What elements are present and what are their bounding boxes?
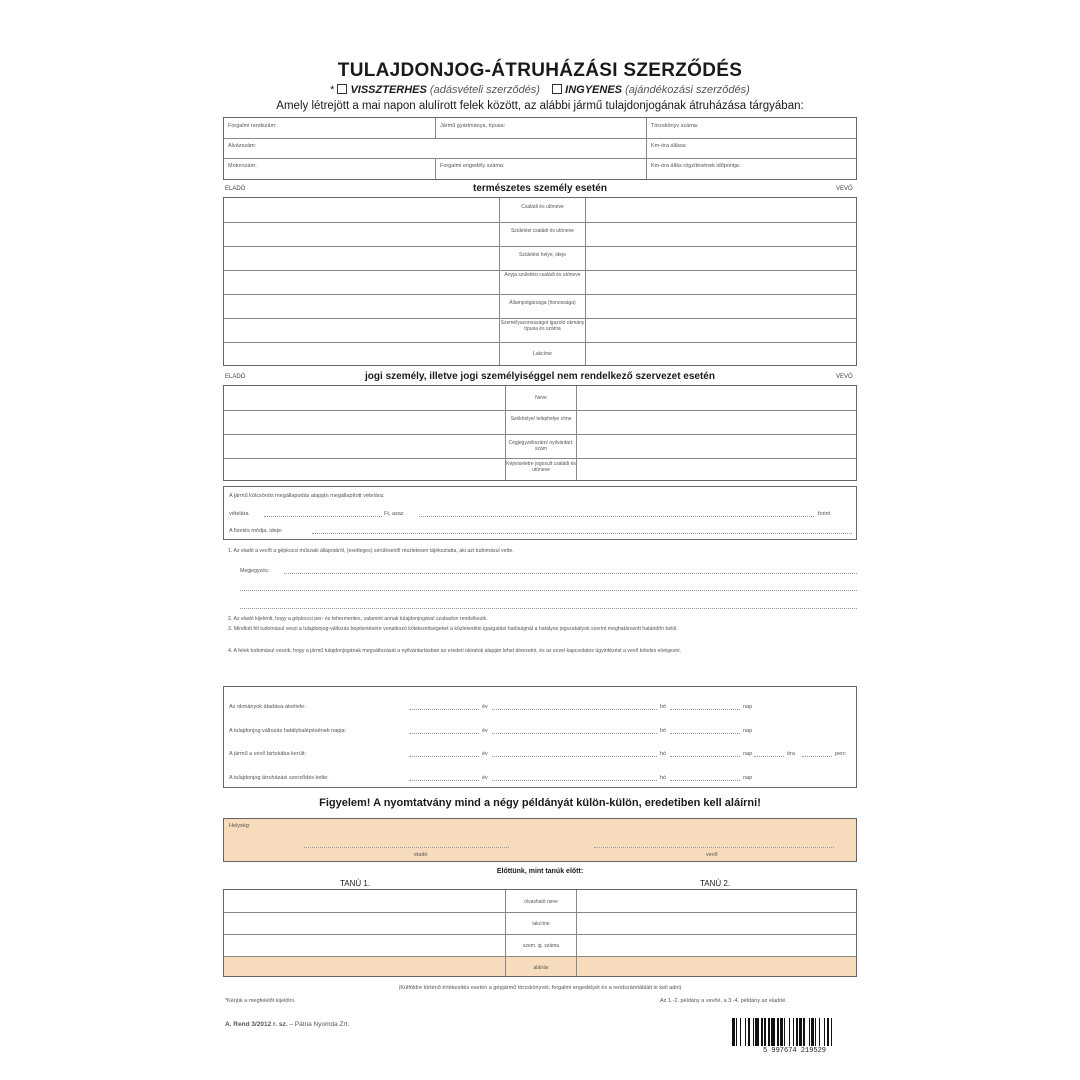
legal-seller-label: ELADÓ (225, 374, 246, 380)
date-row-label: A tulajdonjog átruházási szerződés kelte: (229, 775, 329, 781)
seller-signature-caption: eladó (414, 852, 428, 858)
price-line1: A jármű kölcsönös megállapodás alapján megállapított vételára: (229, 493, 385, 499)
vehicle-table (223, 117, 857, 180)
price-currency-label: Ft, azaz (384, 511, 404, 517)
witness-row-label: olvasható neve (524, 899, 558, 905)
field-kmora[interactable]: Km-óra állása: (651, 143, 687, 149)
clause-3: 3. Mindkét fél tudomásul veszi a tulajdonjog-változás bejelentésére vonatkozó kötelezettségeket a közlekedési igazgatási hatóságnál a hatályos jogszabályok szerint meghatározott határidőn belül. (228, 626, 678, 632)
month-label: hó (660, 751, 667, 757)
export-note: (Külföldre történő értékesítés esetén a gépjármű törzskönyvét, forgalmi engedélyét és a rendszámtábláit le kell adni) (398, 985, 682, 991)
date-month-field[interactable] (492, 756, 657, 757)
date-year-field[interactable] (409, 780, 479, 781)
natural-heading: természetes személy esetén (473, 183, 607, 194)
day-label: nap (743, 775, 753, 781)
field-gyartmany[interactable]: Jármű gyártmánya, típusa: (440, 123, 506, 129)
legal-person-table (223, 385, 857, 481)
clause-4: 4. A felek tudomásul veszik, hogy a jármű tulajdonjogának megváltozását a nyilvántartásban az eredeti okiratok alapján lehet átvezetni, és az ezzel kapcsolatos ügyintézést a vevő köteles elvégezni. (228, 648, 682, 654)
dates-box (223, 686, 857, 788)
witness-row-label: aláírás (533, 965, 549, 971)
month-label: hó (660, 704, 667, 710)
remarks-field-3[interactable] (240, 608, 857, 609)
month-label: hó (660, 775, 667, 781)
date-row-label: A tulajdonjog változás hatálybalépésének napja: (229, 728, 347, 734)
place-label: Helység: (229, 823, 251, 829)
date-month-field[interactable] (492, 780, 657, 781)
date-month-field[interactable] (492, 733, 657, 734)
date-day-field[interactable] (670, 756, 740, 757)
copies-note: Az 1.-2. példány a vevőé, a 3.-4. példány az eladóé. (660, 998, 787, 1004)
time-hour-field[interactable] (754, 756, 784, 757)
option-visszterhes-note: (adásvételi szerződés) (429, 84, 540, 96)
legal-heading: jogi személy, illetve jogi személyiséggel nem rendelkező szervezet esetén (365, 371, 715, 382)
natural-row-label: Lakcíme (533, 351, 552, 357)
witness2-label: TANÚ 2. (700, 879, 731, 888)
year-label: év (482, 704, 488, 710)
field-torzskonyv[interactable]: Törzskönyv száma: (651, 123, 699, 129)
price-box (223, 486, 857, 540)
legal-row-label: Cégjegyzékszám/ nyilvántart. szám (508, 440, 574, 452)
legal-buyer-label: VEVŐ (836, 374, 853, 380)
year-label: év (482, 728, 488, 734)
day-label: nap (743, 728, 753, 734)
minute-label: perc (835, 751, 846, 757)
natural-row-label: Családi és utóneve (521, 204, 564, 210)
natural-row-label: Állampolgársága (honossága) (509, 300, 576, 306)
form-code (225, 1021, 349, 1028)
field-rendszam[interactable]: Forgalmi rendszám: (228, 123, 277, 129)
year-label: év (482, 751, 488, 757)
witness-heading: Előttünk, mint tanúk előtt: (496, 868, 584, 875)
remarks-field-2[interactable] (240, 590, 857, 591)
date-row-label: A jármű a vevő birtokába került: (229, 751, 307, 757)
field-kmora-idopont[interactable]: Km-óra állás rögzítésének időpontja: (651, 163, 741, 169)
date-year-field[interactable] (409, 756, 479, 757)
natural-person-table (223, 197, 857, 366)
witness-table (223, 889, 857, 977)
intro-text: Amely létrejött a mai napon alulírott felek között, az alábbi jármű tulajdonjogának átruházása tárgyában: (276, 100, 804, 112)
month-label: hó (660, 728, 667, 734)
buyer-signature-caption: vevő (706, 852, 718, 858)
checkbox-ingyenes[interactable] (552, 84, 562, 94)
day-label: nap (743, 751, 753, 757)
remarks-label: Megjegyzés: (240, 568, 270, 574)
field-forgalmi[interactable]: Forgalmi engedély száma: (440, 163, 505, 169)
date-row-label: Az okmányok átadása-átvétele: (229, 704, 306, 710)
natural-row-label: Anyja születési családi és utóneve (504, 272, 581, 278)
natural-row-label: Személyazonosságot igazoló okmány típusa és száma (500, 320, 585, 332)
contract-type-options: * VISSZTERHES (adásvételi szerződés) INGYENES (ajándékozási szerződés) (330, 84, 750, 96)
witness-row-label: lakcíme (532, 921, 550, 927)
natural-row-label: Születési helye, ideje (519, 252, 566, 258)
payment-method-label: A fizetés módja, ideje: (229, 528, 283, 534)
date-day-field[interactable] (670, 733, 740, 734)
barcode-bar (832, 1018, 835, 1046)
legal-row-label: Képviseletre jogosult családi és utóneve (506, 461, 576, 473)
price-amount-field[interactable] (264, 516, 382, 517)
barcode-digits: 5 997674 219529 (762, 1047, 826, 1055)
option-visszterhes-label: VISSZTERHES (350, 84, 427, 96)
date-year-field[interactable] (409, 733, 479, 734)
date-day-field[interactable] (670, 709, 740, 710)
option-ingyenes-label: INGYENES (565, 84, 623, 96)
natural-seller-label: ELADÓ (225, 186, 246, 192)
signature-warning: Figyelem! A nyomtatvány mind a négy példányát külön-külön, eredetiben kell aláírni! (319, 797, 761, 809)
year-label: év (482, 775, 488, 781)
barcode (732, 1018, 857, 1046)
legal-row-label: Székhelye/ telephelye címe (510, 416, 572, 422)
hour-label: óra (787, 751, 795, 757)
form-title: TULAJDONJOG-ÁTRUHÁZÁSI SZERZŐDÉS (337, 60, 743, 81)
form-code-publisher: – Pátria Nyomda Zrt. (287, 1021, 350, 1028)
date-day-field[interactable] (670, 780, 740, 781)
buyer-signature-line[interactable] (594, 847, 834, 848)
witness-row-label: szem. ig. száma (522, 943, 560, 949)
time-minute-field[interactable] (802, 756, 832, 757)
asterisk-note: *Kérjük a megfelelőt kijelölni. (225, 998, 296, 1004)
field-motorszam[interactable]: Motorszám: (228, 163, 257, 169)
witness1-label: TANÚ 1. (340, 879, 371, 888)
option-ingyenes-note: (ajándékozási szerződés) (625, 84, 750, 96)
seller-signature-line[interactable] (304, 847, 509, 848)
legal-row-label: Neve (535, 395, 547, 401)
clause-2: 2. Az eladó kijelenti, hogy a gépkocsi per- és tehermentes, valamint annak tulajdonjogával szabadon rendelkezik. (228, 616, 488, 622)
signature-box (223, 818, 857, 862)
day-label: nap (743, 704, 753, 710)
date-year-field[interactable] (409, 709, 479, 710)
natural-row-label: Születési családi és utóneve (510, 228, 575, 234)
natural-buyer-label: VEVŐ (836, 186, 853, 192)
checkbox-visszterhes[interactable] (337, 84, 347, 94)
form-code-bold: A. Rend 3/2012 r. sz. (225, 1021, 288, 1028)
price-words-field[interactable] (419, 516, 814, 517)
date-month-field[interactable] (492, 709, 657, 710)
price-label: vételára (229, 511, 249, 517)
payment-method-field[interactable] (312, 533, 852, 534)
field-alvazszam[interactable]: Alvázszám: (228, 143, 257, 149)
price-forint-label: forint (818, 511, 831, 517)
remarks-field-1[interactable] (284, 573, 857, 574)
clause-1: 1. Az eladó a vevőt a gépkocsi műszaki állapotáról, (esetleges) sérüléseiről részletesen tájékoztatta, aki azt tudomásul vette. (228, 548, 514, 554)
